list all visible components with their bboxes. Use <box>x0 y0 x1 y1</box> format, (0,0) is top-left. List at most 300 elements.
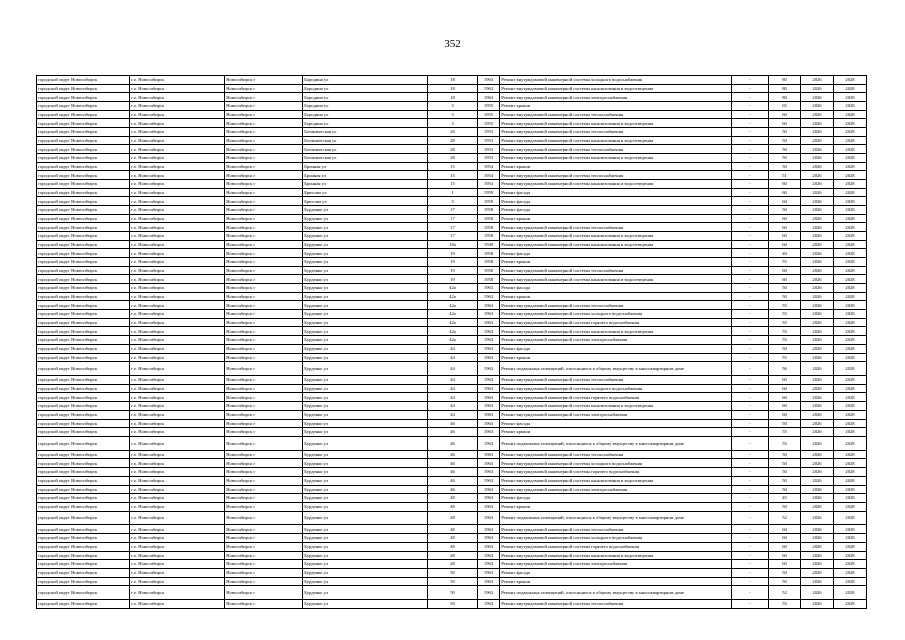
district-cell: городской округ Новосибирск <box>37 436 130 450</box>
street-cell: Бородина ул <box>303 76 428 85</box>
district-cell: городской округ Новосибирск <box>37 393 130 402</box>
district-cell: городской округ Новосибирск <box>37 450 130 459</box>
end-year-cell: 2028 <box>834 600 867 609</box>
municipality-cell: г.о. Новосибирск <box>130 154 225 163</box>
municipality-cell: г.о. Новосибирск <box>130 560 225 569</box>
start-year-cell: 2026 <box>801 119 834 128</box>
build-year-cell: 1963 <box>478 284 500 293</box>
cost-cell: 60 <box>769 376 801 385</box>
table-row <box>37 292 867 301</box>
cost-cell: 55 <box>769 428 801 437</box>
table-row <box>37 560 867 569</box>
build-year-cell: 1958 <box>478 275 500 284</box>
district-cell: городской округ Новосибирск <box>37 171 130 180</box>
locality-cell: Новосибирск г <box>225 560 303 569</box>
start-year-cell: 2026 <box>801 450 834 459</box>
locality-cell: Новосибирск г <box>225 249 303 258</box>
table-row <box>37 511 867 525</box>
build-year-cell: 1963 <box>478 534 500 543</box>
street-cell: Бурденко ул <box>303 318 428 327</box>
municipality-cell: г.о. Новосибирск <box>130 384 225 393</box>
street-cell: Бородина ул <box>303 102 428 111</box>
cost-cell: 50 <box>769 206 801 215</box>
start-year-cell: 2026 <box>801 551 834 560</box>
work-type-cell: Ремонт внутридомовой инженерной системы канализования и водоотведения <box>500 476 732 485</box>
end-year-cell: 2028 <box>834 136 867 145</box>
street-cell: Бурденко ул <box>303 560 428 569</box>
locality-cell: Новосибирск г <box>225 393 303 402</box>
start-year-cell: 2026 <box>801 600 834 609</box>
district-cell: городской округ Новосибирск <box>37 136 130 145</box>
locality-cell: Новосибирск г <box>225 240 303 249</box>
house-number-cell: 46 <box>428 468 478 477</box>
locality-cell: Новосибирск г <box>225 136 303 145</box>
placeholder-cell: - <box>732 284 769 293</box>
end-year-cell: 2028 <box>834 428 867 437</box>
district-cell: городской округ Новосибирск <box>37 468 130 477</box>
street-cell: Бурденко ул <box>303 258 428 267</box>
table-row <box>37 344 867 353</box>
end-year-cell: 2028 <box>834 485 867 494</box>
cost-cell: 55 <box>769 258 801 267</box>
house-number-cell: 3 <box>428 102 478 111</box>
municipality-cell: г.о. Новосибирск <box>130 376 225 385</box>
district-cell: городской округ Новосибирск <box>37 223 130 232</box>
start-year-cell: 2026 <box>801 84 834 93</box>
start-year-cell: 2026 <box>801 542 834 551</box>
table-row <box>37 136 867 145</box>
locality-cell: Новосибирск г <box>225 494 303 503</box>
cost-cell: 60 <box>769 188 801 197</box>
work-type-cell: Ремонт крыши <box>500 428 732 437</box>
placeholder-cell: - <box>732 577 769 586</box>
cost-cell: 60 <box>769 275 801 284</box>
municipality-cell: г.о. Новосибирск <box>130 102 225 111</box>
cost-cell: 60 <box>769 266 801 275</box>
work-type-cell: Ремонт внутридомовой инженерной системы теплоснабжения <box>500 223 732 232</box>
municipality-cell: г.о. Новосибирск <box>130 410 225 419</box>
cost-cell: 51 <box>769 171 801 180</box>
start-year-cell: 2026 <box>801 393 834 402</box>
municipality-cell: г.о. Новосибирск <box>130 310 225 319</box>
build-year-cell: 1963 <box>478 577 500 586</box>
work-type-cell: Ремонт внутридомовой инженерной системы канализования и водоотведения <box>500 119 732 128</box>
end-year-cell: 2028 <box>834 436 867 450</box>
work-type-cell: Ремонт крыши <box>500 353 732 362</box>
street-cell: Бородина ул <box>303 110 428 119</box>
street-cell: Бурденко ул <box>303 468 428 477</box>
district-cell: городской округ Новосибирск <box>37 162 130 171</box>
work-type-cell: Ремонт фасада <box>500 344 732 353</box>
municipality-cell: г.о. Новосибирск <box>130 428 225 437</box>
house-number-cell: 17 <box>428 206 478 215</box>
cost-cell: 50 <box>769 468 801 477</box>
placeholder-cell: - <box>732 502 769 511</box>
house-number-cell: 42а <box>428 336 478 345</box>
table-row <box>37 534 867 543</box>
build-year-cell: 1955 <box>478 110 500 119</box>
table-row <box>37 353 867 362</box>
house-number-cell: 46 <box>428 450 478 459</box>
end-year-cell: 2028 <box>834 171 867 180</box>
house-number-cell: 18 <box>428 84 478 93</box>
cost-cell: 60 <box>769 223 801 232</box>
locality-cell: Новосибирск г <box>225 266 303 275</box>
build-year-cell: 1959 <box>478 188 500 197</box>
end-year-cell: 2028 <box>834 534 867 543</box>
build-year-cell: 1963 <box>478 402 500 411</box>
municipality-cell: г.о. Новосибирск <box>130 258 225 267</box>
end-year-cell: 2028 <box>834 84 867 93</box>
build-year-cell: 1963 <box>478 468 500 477</box>
municipality-cell: г.о. Новосибирск <box>130 188 225 197</box>
locality-cell: Новосибирск г <box>225 171 303 180</box>
street-cell: Бурденко ул <box>303 344 428 353</box>
build-year-cell: 1963 <box>478 525 500 534</box>
end-year-cell: 2028 <box>834 76 867 85</box>
placeholder-cell: - <box>732 162 769 171</box>
municipality-cell: г.о. Новосибирск <box>130 419 225 428</box>
cost-cell: 60 <box>769 232 801 241</box>
end-year-cell: 2028 <box>834 419 867 428</box>
build-year-cell: 1955 <box>478 119 500 128</box>
locality-cell: Новосибирск г <box>225 336 303 345</box>
locality-cell: Новосибирск г <box>225 376 303 385</box>
placeholder-cell: - <box>732 197 769 206</box>
build-year-cell: 1953 <box>478 128 500 137</box>
house-number-cell: 50 <box>428 568 478 577</box>
start-year-cell: 2026 <box>801 353 834 362</box>
start-year-cell: 2026 <box>801 93 834 102</box>
district-cell: городской округ Новосибирск <box>37 206 130 215</box>
municipality-cell: г.о. Новосибирск <box>130 344 225 353</box>
district-cell: городской округ Новосибирск <box>37 102 130 111</box>
district-cell: городской округ Новосибирск <box>37 76 130 85</box>
placeholder-cell: - <box>732 393 769 402</box>
build-year-cell: 1953 <box>478 136 500 145</box>
street-cell: Бурденко ул <box>303 450 428 459</box>
locality-cell: Новосибирск г <box>225 419 303 428</box>
build-year-cell: 1963 <box>478 376 500 385</box>
district-cell: городской округ Новосибирск <box>37 301 130 310</box>
start-year-cell: 2026 <box>801 511 834 525</box>
street-cell: Бурденко ул <box>303 502 428 511</box>
end-year-cell: 2028 <box>834 240 867 249</box>
cost-cell: 56 <box>769 362 801 376</box>
house-number-cell: 19 <box>428 249 478 258</box>
table-row <box>37 240 867 249</box>
table-row <box>37 102 867 111</box>
work-type-cell: Ремонт внутридомовой инженерной системы канализования и водоотведения <box>500 180 732 189</box>
end-year-cell: 2028 <box>834 301 867 310</box>
end-year-cell: 2028 <box>834 275 867 284</box>
build-year-cell: 1958 <box>478 258 500 267</box>
work-type-cell: Ремонт внутридомовой инженерной системы канализования и водоотведения <box>500 327 732 336</box>
work-type-cell: Ремонт крыши <box>500 577 732 586</box>
start-year-cell: 2026 <box>801 258 834 267</box>
municipality-cell: г.о. Новосибирск <box>130 232 225 241</box>
cost-cell: 60 <box>769 542 801 551</box>
work-type-cell: Ремонт внутридомовой инженерной системы теплоснабжения <box>500 171 732 180</box>
district-cell: городской округ Новосибирск <box>37 310 130 319</box>
cost-cell: 40 <box>769 249 801 258</box>
municipality-cell: г.о. Новосибирск <box>130 476 225 485</box>
work-type-cell: Ремонт внутридомовой инженерной системы канализования и водоотведения <box>500 240 732 249</box>
work-type-cell: Ремонт внутридомовой инженерной системы горячего водоснабжения <box>500 468 732 477</box>
street-cell: Ботаническая ул <box>303 154 428 163</box>
table-row <box>37 84 867 93</box>
street-cell: Бурденко ул <box>303 436 428 450</box>
start-year-cell: 2026 <box>801 485 834 494</box>
municipality-cell: г.о. Новосибирск <box>130 402 225 411</box>
table-row <box>37 110 867 119</box>
table-row <box>37 410 867 419</box>
locality-cell: Новосибирск г <box>225 468 303 477</box>
placeholder-cell: - <box>732 362 769 376</box>
table-row <box>37 266 867 275</box>
locality-cell: Новосибирск г <box>225 586 303 600</box>
table-row <box>37 376 867 385</box>
build-year-cell: 1958 <box>478 232 500 241</box>
build-year-cell: 1953 <box>478 154 500 163</box>
placeholder-cell: - <box>732 600 769 609</box>
cost-cell: 50 <box>769 344 801 353</box>
table-row <box>37 258 867 267</box>
house-number-cell: 48 <box>428 502 478 511</box>
cost-cell: 50 <box>769 577 801 586</box>
build-year-cell: 1954 <box>478 171 500 180</box>
start-year-cell: 2026 <box>801 197 834 206</box>
house-number-cell: 42а <box>428 301 478 310</box>
municipality-cell: г.о. Новосибирск <box>130 110 225 119</box>
district-cell: городской округ Новосибирск <box>37 384 130 393</box>
locality-cell: Новосибирск г <box>225 600 303 609</box>
street-cell: Бурденко ул <box>303 206 428 215</box>
municipality-cell: г.о. Новосибирск <box>130 180 225 189</box>
end-year-cell: 2028 <box>834 93 867 102</box>
municipality-cell: г.о. Новосибирск <box>130 525 225 534</box>
work-type-cell: Ремонт внутридомовой инженерной системы холодного водоснабжения <box>500 76 732 85</box>
placeholder-cell: - <box>732 223 769 232</box>
street-cell: Бронная ул <box>303 180 428 189</box>
municipality-cell: г.о. Новосибирск <box>130 206 225 215</box>
district-cell: городской округ Новосибирск <box>37 476 130 485</box>
build-year-cell: 1963 <box>478 419 500 428</box>
house-number-cell: 15 <box>428 162 478 171</box>
placeholder-cell: - <box>732 249 769 258</box>
cost-cell: 50 <box>769 145 801 154</box>
district-cell: городской округ Новосибирск <box>37 525 130 534</box>
start-year-cell: 2026 <box>801 154 834 163</box>
work-type-cell: Ремонт крыши <box>500 102 732 111</box>
municipality-cell: г.о. Новосибирск <box>130 362 225 376</box>
placeholder-cell: - <box>732 353 769 362</box>
municipality-cell: г.о. Новосибирск <box>130 450 225 459</box>
build-year-cell: 1963 <box>478 542 500 551</box>
placeholder-cell: - <box>732 468 769 477</box>
municipality-cell: г.о. Новосибирск <box>130 275 225 284</box>
start-year-cell: 2026 <box>801 525 834 534</box>
cost-cell: 60 <box>769 197 801 206</box>
placeholder-cell: - <box>732 258 769 267</box>
district-cell: городской округ Новосибирск <box>37 128 130 137</box>
placeholder-cell: - <box>732 292 769 301</box>
street-cell: Бурденко ул <box>303 266 428 275</box>
cost-cell: 55 <box>769 600 801 609</box>
table-row <box>37 600 867 609</box>
placeholder-cell: - <box>732 275 769 284</box>
municipality-cell: г.о. Новосибирск <box>130 551 225 560</box>
work-type-cell: Ремонт внутридомовой инженерной системы теплоснабжения <box>500 600 732 609</box>
placeholder-cell: - <box>732 534 769 543</box>
district-cell: городской округ Новосибирск <box>37 511 130 525</box>
placeholder-cell: - <box>732 586 769 600</box>
house-number-cell: 42а <box>428 327 478 336</box>
street-cell: Бурденко ул <box>303 459 428 468</box>
municipality-cell: г.о. Новосибирск <box>130 586 225 600</box>
work-type-cell: Ремонт подвальных помещений, относящихся к общему имуществу в многоквартирном доме <box>500 586 732 600</box>
locality-cell: Новосибирск г <box>225 511 303 525</box>
table-row <box>37 76 867 85</box>
municipality-cell: г.о. Новосибирск <box>130 136 225 145</box>
table-row <box>37 468 867 477</box>
house-number-cell: 44 <box>428 376 478 385</box>
end-year-cell: 2028 <box>834 188 867 197</box>
municipality-cell: г.о. Новосибирск <box>130 534 225 543</box>
locality-cell: Новосибирск г <box>225 292 303 301</box>
locality-cell: Новосибирск г <box>225 197 303 206</box>
start-year-cell: 2026 <box>801 376 834 385</box>
street-cell: Бурденко ул <box>303 551 428 560</box>
house-number-cell: 50 <box>428 577 478 586</box>
locality-cell: Новосибирск г <box>225 110 303 119</box>
table-row <box>37 542 867 551</box>
district-cell: городской округ Новосибирск <box>37 551 130 560</box>
work-type-cell: Ремонт внутридомовой инженерной системы холодного водоснабжения <box>500 459 732 468</box>
placeholder-cell: - <box>732 301 769 310</box>
table-row <box>37 551 867 560</box>
end-year-cell: 2028 <box>834 402 867 411</box>
placeholder-cell: - <box>732 428 769 437</box>
placeholder-cell: - <box>732 214 769 223</box>
locality-cell: Новосибирск г <box>225 502 303 511</box>
house-number-cell: 48 <box>428 511 478 525</box>
municipality-cell: г.о. Новосибирск <box>130 494 225 503</box>
work-type-cell: Ремонт внутридомовой инженерной системы канализования и водоотведения <box>500 232 732 241</box>
locality-cell: Новосибирск г <box>225 410 303 419</box>
end-year-cell: 2028 <box>834 450 867 459</box>
end-year-cell: 2028 <box>834 258 867 267</box>
street-cell: Бурденко ул <box>303 336 428 345</box>
placeholder-cell: - <box>732 384 769 393</box>
start-year-cell: 2026 <box>801 476 834 485</box>
work-type-cell: Ремонт внутридомовой инженерной системы электроснабжения <box>500 336 732 345</box>
end-year-cell: 2028 <box>834 525 867 534</box>
end-year-cell: 2028 <box>834 180 867 189</box>
cost-cell: 55 <box>769 310 801 319</box>
end-year-cell: 2028 <box>834 232 867 241</box>
work-type-cell: Ремонт внутридомовой инженерной системы теплоснабжения <box>500 266 732 275</box>
cost-cell: 60 <box>769 525 801 534</box>
placeholder-cell: - <box>732 84 769 93</box>
municipality-cell: г.о. Новосибирск <box>130 485 225 494</box>
street-cell: Бурденко ул <box>303 419 428 428</box>
placeholder-cell: - <box>732 136 769 145</box>
work-type-cell: Ремонт внутридомовой инженерной системы электроснабжения <box>500 93 732 102</box>
work-type-cell: Ремонт фасада <box>500 568 732 577</box>
start-year-cell: 2026 <box>801 110 834 119</box>
house-number-cell: 28 <box>428 145 478 154</box>
street-cell: Бурденко ул <box>303 310 428 319</box>
start-year-cell: 2026 <box>801 145 834 154</box>
table-row <box>37 119 867 128</box>
district-cell: городской округ Новосибирск <box>37 494 130 503</box>
end-year-cell: 2028 <box>834 119 867 128</box>
placeholder-cell: - <box>732 188 769 197</box>
table-row <box>37 232 867 241</box>
end-year-cell: 2028 <box>834 393 867 402</box>
municipality-cell: г.о. Новосибирск <box>130 336 225 345</box>
placeholder-cell: - <box>732 376 769 385</box>
end-year-cell: 2028 <box>834 327 867 336</box>
start-year-cell: 2026 <box>801 76 834 85</box>
locality-cell: Новосибирск г <box>225 542 303 551</box>
work-type-cell: Ремонт крыши <box>500 292 732 301</box>
start-year-cell: 2026 <box>801 266 834 275</box>
work-type-cell: Ремонт внутридомовой инженерной системы горячего водоснабжения <box>500 542 732 551</box>
work-type-cell: Ремонт внутридомовой инженерной системы холодного водоснабжения <box>500 534 732 543</box>
cost-cell: 60 <box>769 110 801 119</box>
street-cell: Бурденко ул <box>303 327 428 336</box>
locality-cell: Новосибирск г <box>225 534 303 543</box>
start-year-cell: 2026 <box>801 468 834 477</box>
placeholder-cell: - <box>732 525 769 534</box>
locality-cell: Новосибирск г <box>225 436 303 450</box>
house-number-cell: 17 <box>428 223 478 232</box>
locality-cell: Новосибирск г <box>225 93 303 102</box>
house-number-cell: 42а <box>428 318 478 327</box>
cost-cell: 80 <box>769 76 801 85</box>
capital-repair-table <box>36 75 867 609</box>
locality-cell: Новосибирск г <box>225 551 303 560</box>
street-cell: Бурденко ул <box>303 428 428 437</box>
house-number-cell: 18 <box>428 76 478 85</box>
locality-cell: Новосибирск г <box>225 450 303 459</box>
cost-cell: 60 <box>769 551 801 560</box>
build-year-cell: 1963 <box>478 586 500 600</box>
end-year-cell: 2028 <box>834 336 867 345</box>
build-year-cell: 1963 <box>478 336 500 345</box>
end-year-cell: 2028 <box>834 468 867 477</box>
street-cell: Бурденко ул <box>303 292 428 301</box>
cost-cell: 55 <box>769 318 801 327</box>
end-year-cell: 2028 <box>834 459 867 468</box>
house-number-cell: 44 <box>428 384 478 393</box>
municipality-cell: г.о. Новосибирск <box>130 353 225 362</box>
table-row <box>37 568 867 577</box>
district-cell: городской округ Новосибирск <box>37 353 130 362</box>
end-year-cell: 2028 <box>834 577 867 586</box>
page-number: 352 <box>444 38 461 50</box>
work-type-cell: Ремонт крыши <box>500 214 732 223</box>
cost-cell: 60 <box>769 119 801 128</box>
build-year-cell: 1963 <box>478 450 500 459</box>
table-row <box>37 502 867 511</box>
end-year-cell: 2028 <box>834 344 867 353</box>
work-type-cell: Ремонт фасада <box>500 284 732 293</box>
house-number-cell: 46 <box>428 428 478 437</box>
work-type-cell: Ремонт внутридомовой инженерной системы холодного водоснабжения <box>500 384 732 393</box>
